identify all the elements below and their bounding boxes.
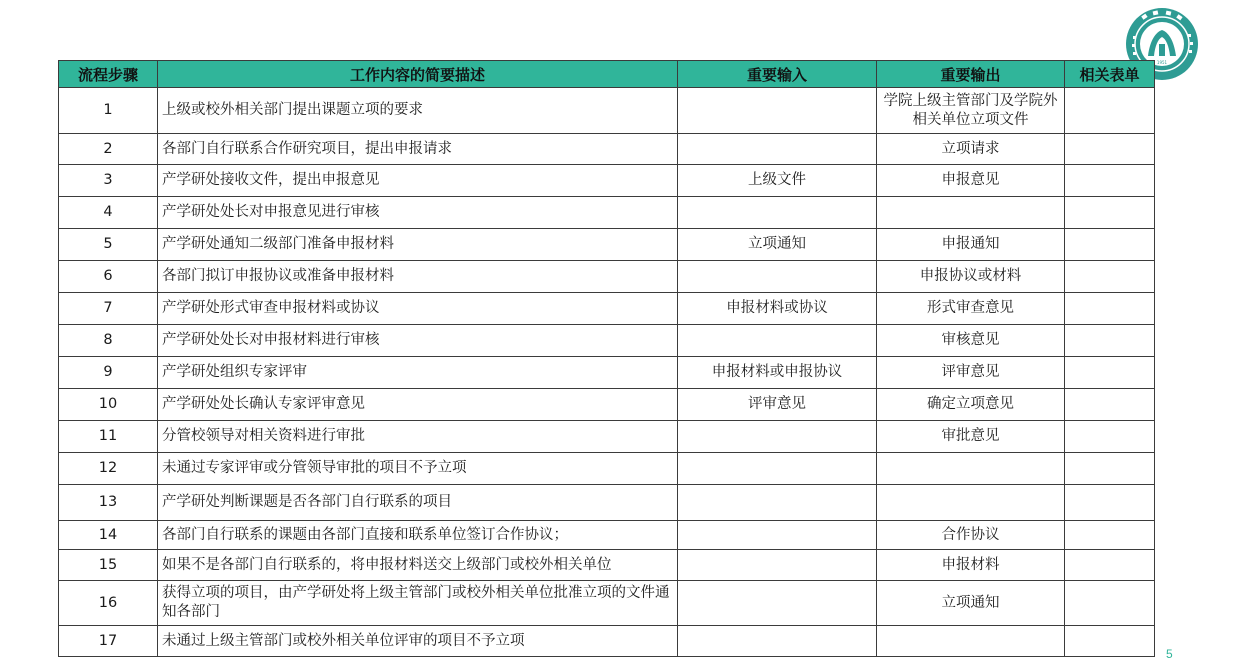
step-cell: 11: [59, 421, 158, 453]
output-cell: 申报材料: [877, 550, 1065, 581]
form-cell: [1065, 134, 1155, 165]
form-cell: [1065, 229, 1155, 261]
step-cell: 16: [59, 581, 158, 626]
step-cell: 15: [59, 550, 158, 581]
table-row: [59, 626, 1155, 657]
form-cell: [1065, 389, 1155, 421]
description-cell: 获得立项的项目，由产学研处将上级主管部门或校外相关单位批准立项的文件通知各部门: [158, 581, 678, 626]
input-cell: 申报材料或申报协议: [678, 357, 877, 389]
description-cell: 未通过上级主管部门或校外相关单位评审的项目不予立项: [158, 626, 678, 657]
input-cell: [678, 88, 877, 134]
table-row: [59, 581, 1155, 626]
form-cell: [1065, 357, 1155, 389]
table-row: [59, 229, 1155, 261]
form-cell: [1065, 261, 1155, 293]
form-cell: [1065, 485, 1155, 521]
process-table: [58, 60, 1155, 657]
form-cell: [1065, 165, 1155, 197]
description-cell: 产学研处处长对申报意见进行审核: [158, 197, 678, 229]
input-cell: [678, 581, 877, 626]
form-cell: [1065, 421, 1155, 453]
table-header-row: [59, 61, 1155, 88]
header-step: 流程步骤: [59, 61, 158, 88]
form-cell: [1065, 197, 1155, 229]
input-cell: [678, 421, 877, 453]
output-cell: 学院上级主管部门及学院外相关单位立项文件: [877, 88, 1065, 134]
output-cell: 合作协议: [877, 521, 1065, 550]
step-cell: 14: [59, 521, 158, 550]
description-cell: 产学研处通知二级部门准备申报材料: [158, 229, 678, 261]
input-cell: 上级文件: [678, 165, 877, 197]
table-row: [59, 293, 1155, 325]
input-cell: [678, 325, 877, 357]
table-row: [59, 550, 1155, 581]
output-cell: [877, 485, 1065, 521]
input-cell: [678, 261, 877, 293]
table-row: [59, 197, 1155, 229]
description-cell: 各部门拟订申报协议或准备申报材料: [158, 261, 678, 293]
table-row: [59, 134, 1155, 165]
input-cell: [678, 197, 877, 229]
header-input: 重要输入: [678, 61, 877, 88]
input-cell: 申报材料或协议: [678, 293, 877, 325]
description-cell: 各部门自行联系合作研究项目，提出申报请求: [158, 134, 678, 165]
output-cell: 立项请求: [877, 134, 1065, 165]
input-cell: [678, 485, 877, 521]
description-cell: 产学研处组织专家评审: [158, 357, 678, 389]
output-cell: 形式审查意见: [877, 293, 1065, 325]
output-cell: [877, 197, 1065, 229]
table-row: [59, 325, 1155, 357]
input-cell: [678, 550, 877, 581]
output-cell: 申报意见: [877, 165, 1065, 197]
output-cell: 审核意见: [877, 325, 1065, 357]
output-cell: [877, 453, 1065, 485]
form-cell: [1065, 325, 1155, 357]
step-cell: 4: [59, 197, 158, 229]
step-cell: 10: [59, 389, 158, 421]
step-cell: 17: [59, 626, 158, 657]
form-cell: [1065, 581, 1155, 626]
output-cell: 评审意见: [877, 357, 1065, 389]
input-cell: 评审意见: [678, 389, 877, 421]
table-row: [59, 521, 1155, 550]
step-cell: 9: [59, 357, 158, 389]
header-description: 工作内容的简要描述: [158, 61, 678, 88]
table-row: [59, 453, 1155, 485]
step-cell: 1: [59, 88, 158, 134]
form-cell: [1065, 88, 1155, 134]
input-cell: [678, 626, 877, 657]
form-cell: [1065, 453, 1155, 485]
description-cell: 未通过专家评审或分管领导审批的项目不予立项: [158, 453, 678, 485]
form-cell: [1065, 293, 1155, 325]
input-cell: 立项通知: [678, 229, 877, 261]
table-row: [59, 357, 1155, 389]
page-number: 5: [1166, 647, 1173, 661]
header-form: 相关表单: [1065, 61, 1155, 88]
description-cell: 产学研处接收文件，提出申报意见: [158, 165, 678, 197]
table-row: [59, 485, 1155, 521]
step-cell: 8: [59, 325, 158, 357]
input-cell: [678, 134, 877, 165]
step-cell: 7: [59, 293, 158, 325]
svg-text:1951: 1951: [1156, 60, 1168, 65]
step-cell: 13: [59, 485, 158, 521]
table-row: [59, 165, 1155, 197]
table-row: [59, 261, 1155, 293]
description-cell: 产学研处形式审查申报材料或协议: [158, 293, 678, 325]
output-cell: 审批意见: [877, 421, 1065, 453]
description-cell: 各部门自行联系的课题由各部门直接和联系单位签订合作协议；: [158, 521, 678, 550]
header-output: 重要输出: [877, 61, 1065, 88]
description-cell: 上级或校外相关部门提出课题立项的要求: [158, 88, 678, 134]
input-cell: [678, 453, 877, 485]
step-cell: 12: [59, 453, 158, 485]
output-cell: 确定立项意见: [877, 389, 1065, 421]
table-row: [59, 389, 1155, 421]
step-cell: 3: [59, 165, 158, 197]
step-cell: 6: [59, 261, 158, 293]
step-cell: 2: [59, 134, 158, 165]
form-cell: [1065, 626, 1155, 657]
output-cell: 申报协议或材料: [877, 261, 1065, 293]
output-cell: 立项通知: [877, 581, 1065, 626]
form-cell: [1065, 521, 1155, 550]
output-cell: [877, 626, 1065, 657]
description-cell: 产学研处处长对申报材料进行审核: [158, 325, 678, 357]
input-cell: [678, 521, 877, 550]
form-cell: [1065, 550, 1155, 581]
table-row: [59, 88, 1155, 134]
table-row: [59, 421, 1155, 453]
step-cell: 5: [59, 229, 158, 261]
description-cell: 产学研处判断课题是否各部门自行联系的项目: [158, 485, 678, 521]
description-cell: 分管校领导对相关资料进行审批: [158, 421, 678, 453]
output-cell: 申报通知: [877, 229, 1065, 261]
description-cell: 产学研处处长确认专家评审意见: [158, 389, 678, 421]
description-cell: 如果不是各部门自行联系的，将申报材料送交上级部门或校外相关单位: [158, 550, 678, 581]
